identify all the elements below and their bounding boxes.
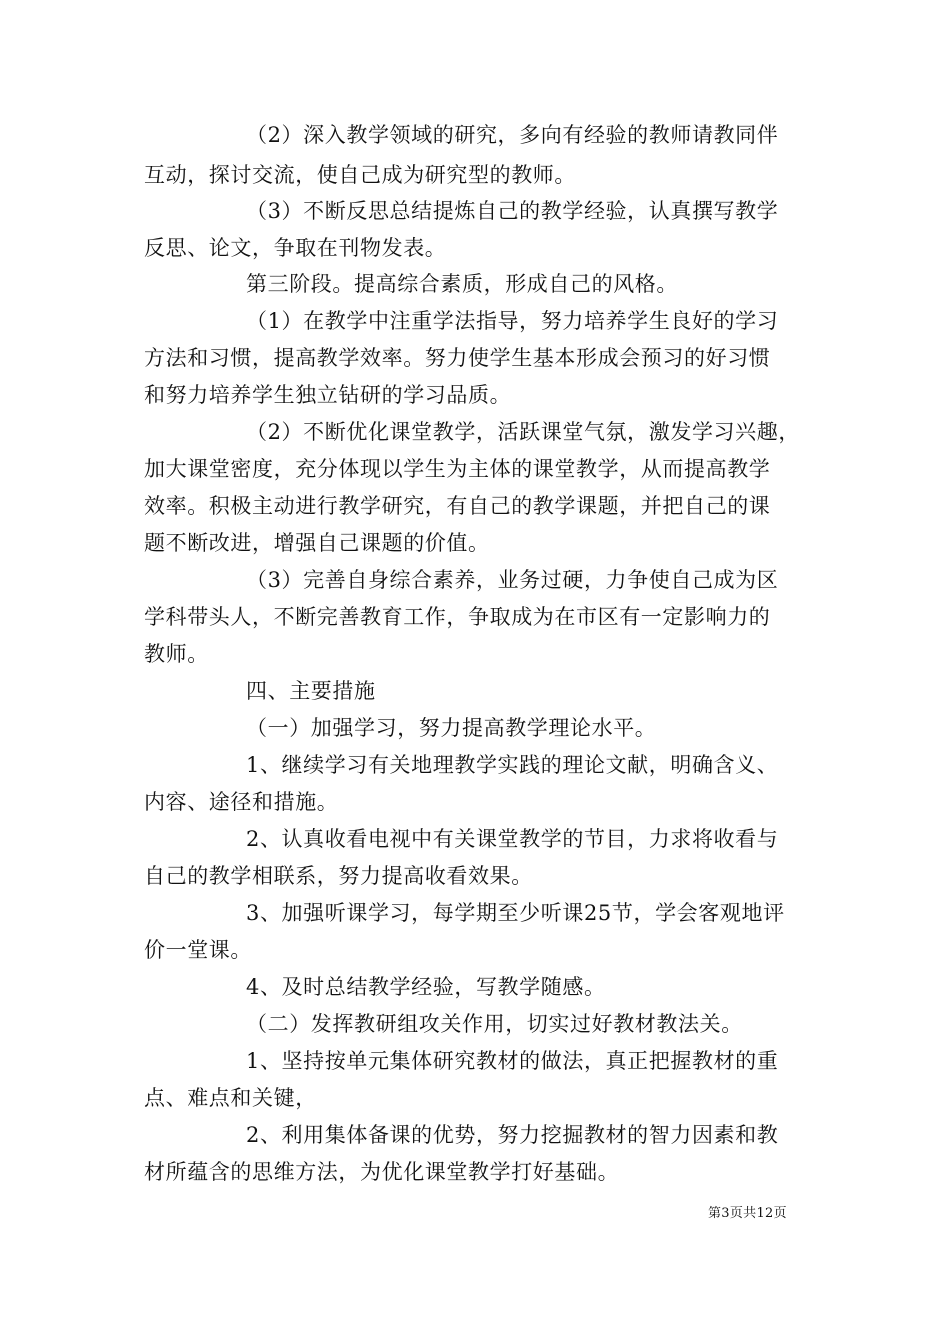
text-line: 价一堂课。 xyxy=(144,938,252,962)
text-line: 4、及时总结教学经验，写教学随感。 xyxy=(246,975,606,999)
subsection-heading: （一）加强学习，努力提高教学理论水平。 xyxy=(246,716,657,740)
text-line: 教师。 xyxy=(144,642,209,666)
text-line: 1、继续学习有关地理教学实践的理论文献，明确含义、 xyxy=(246,753,779,777)
text-line: 反思、论文，争取在刊物发表。 xyxy=(144,236,447,260)
text-line: （3）完善自身综合素养，业务过硬，力争使自己成为区 xyxy=(246,568,779,592)
text-line: 和努力培养学生独立钻研的学习品质。 xyxy=(144,383,512,407)
text-line: 学科带头人，不断完善教育工作，争取成为在市区有一定影响力的 xyxy=(144,605,771,629)
text-line: （2）深入教学领域的研究，多向有经验的教师请教同伴 xyxy=(246,123,779,147)
text-line: 自己的教学相联系，努力提高收看效果。 xyxy=(144,864,533,888)
text-line: 互动，探讨交流，使自己成为研究型的教师。 xyxy=(144,163,576,187)
page-number-footer: 第3页共12页 xyxy=(708,1206,787,1221)
text-line: 方法和习惯，提高教学效率。努力使学生基本形成会预习的好习惯 xyxy=(144,346,771,370)
text-line: 3、加强听课学习，每学期至少听课25节，学会客观地评 xyxy=(246,901,785,925)
text-line: （3）不断反思总结提炼自己的教学经验，认真撰写教学 xyxy=(246,199,779,223)
text-line: 1、坚持按单元集体研究教材的做法，真正把握教材的重 xyxy=(246,1049,779,1073)
text-line: 效率。积极主动进行教学研究，有自己的教学课题，并把自己的课 xyxy=(144,494,771,518)
text-line: 材所蕴含的思维方法，为优化课堂教学打好基础。 xyxy=(144,1160,620,1184)
text-line: 加大课堂密度，充分体现以学生为主体的课堂教学，从而提高教学 xyxy=(144,457,771,481)
subsection-heading: （二）发挥教研组攻关作用，切实过好教材教法关。 xyxy=(246,1012,743,1036)
text-line: 题不断改进，增强自己课题的价值。 xyxy=(144,531,490,555)
text-line: （1）在教学中注重学法指导，努力培养学生良好的学习 xyxy=(246,309,779,333)
text-line: 2、认真收看电视中有关课堂教学的节目，力求将收看与 xyxy=(246,827,779,851)
section-heading: 四、主要措施 xyxy=(246,679,376,703)
text-line: 点、难点和关键， xyxy=(144,1086,317,1110)
text-line: （2）不断优化课堂教学，活跃课堂气氛，激发学习兴趣， xyxy=(246,420,800,444)
text-line: 2、利用集体备课的优势，努力挖掘教材的智力因素和教 xyxy=(246,1123,779,1147)
text-line: 第三阶段。提高综合素质，形成自己的风格。 xyxy=(246,272,678,296)
text-line: 内容、途径和措施。 xyxy=(144,790,339,814)
